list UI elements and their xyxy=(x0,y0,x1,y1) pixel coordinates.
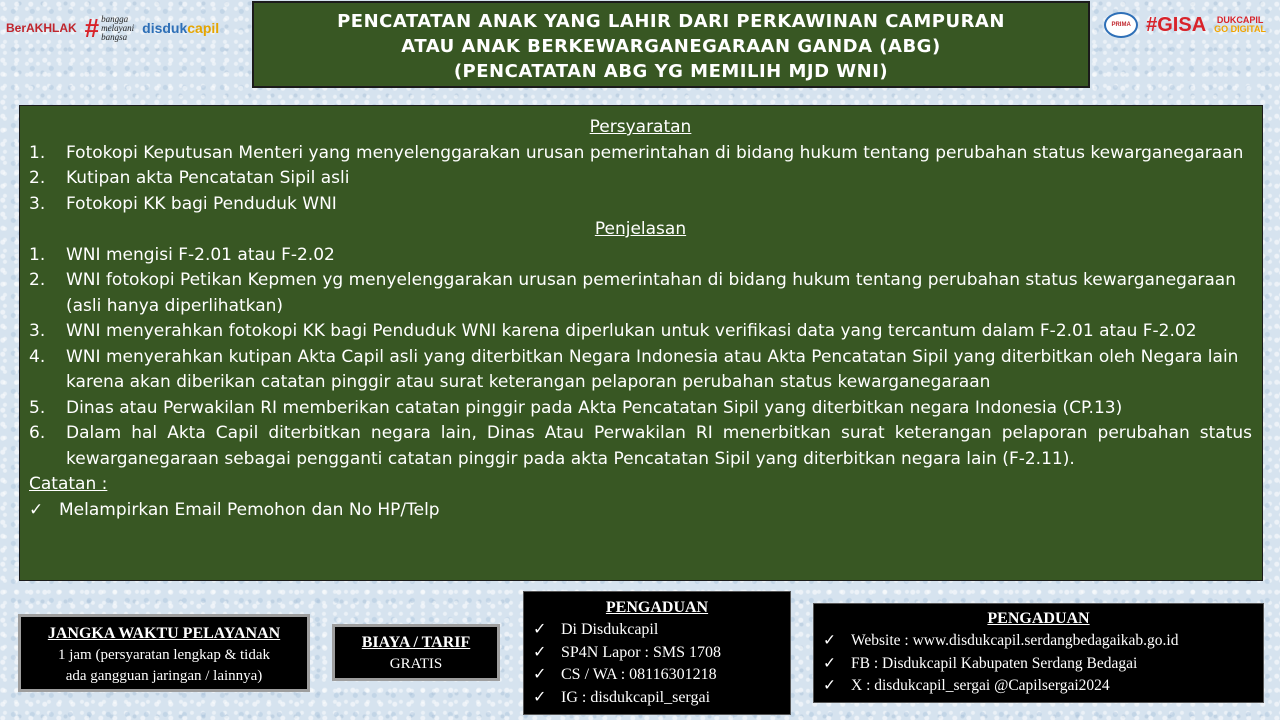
penjelasan-item: 3. WNI menyerahkan fotokopi KK bagi Penduduk WNI karena diperlukan untuk verifikasi data yang tercantum dalam F-2.01 atau F-2.02 xyxy=(29,321,1197,341)
service-duration-line-2: ada gangguan jaringan / lainnya) xyxy=(65,668,263,684)
complaint-item: ✓ CS / WA : 08116301218 xyxy=(524,664,790,687)
complaint-box-local xyxy=(523,591,791,715)
check-icon: ✓ xyxy=(533,688,547,706)
complaint-heading: PENGADUAN xyxy=(987,610,1090,627)
gisa-logo: #GISA xyxy=(1146,14,1207,36)
penjelasan-item: 2. WNI fotokopi Petikan Kepmen yg menyelenggarakan urusan pemerintahan di bidang hukum tentang perubahan status kewarganegaraan (asli hanya diperlihatkan) xyxy=(29,270,1236,316)
complaint-box-online xyxy=(813,603,1264,703)
check-icon: ✓ xyxy=(29,499,44,520)
bangga-melayani-bangsa-logo: # bangga melayani bangsa xyxy=(84,13,135,43)
title-line-3: (PENCATATAN ABG YG MEMILIH MJD WNI) xyxy=(453,61,889,82)
check-icon: ✓ xyxy=(823,632,836,649)
penjelasan-heading: Penjelasan xyxy=(594,219,687,239)
check-icon: ✓ xyxy=(823,654,836,672)
service-duration-line-1: 1 jam (persyaratan lengkap & tidak xyxy=(57,647,270,663)
page-title xyxy=(252,1,1090,88)
check-icon: ✓ xyxy=(823,677,836,694)
penjelasan-item: 1. WNI mengisi F-2.01 atau F-2.02 xyxy=(29,244,335,265)
berakhlak-logo: BerAKHLAK xyxy=(6,21,77,35)
fee-heading: BIAYA / TARIF xyxy=(361,634,471,651)
complaint-item-x: ✓ X : disdukcapil_sergai @Capilsergai2024 xyxy=(814,675,1263,698)
complaint-item-website: ✓ Website : www.disdukcapil.serdangbedagaikab.go.id xyxy=(814,630,1263,653)
penjelasan-item: 6. Dalam hal Akta Capil diterbitkan negara lain, Dinas Atau Perwakilan RI menerbitkan surat keterangan pelaporan perubahan status kewarganegaraan sebagai pengganti catatan pinggir pada akta Pencatatan Sipil yang diterbitkan negara lain (F-2.11). xyxy=(29,423,1252,469)
persyaratan-item: 3. Fotokopi KK bagi Penduduk WNI xyxy=(29,193,337,214)
persyaratan-heading: Persyaratan xyxy=(589,117,692,137)
header-logos-right xyxy=(1104,10,1266,40)
check-icon: ✓ xyxy=(533,666,547,683)
disdukcapil-logo: disdukcapil xyxy=(142,20,220,36)
complaint-heading: PENGADUAN xyxy=(605,599,709,616)
title-line-1: PENCATATAN ANAK YANG LAHIR DARI PERKAWINAN CAMPURAN xyxy=(337,11,1005,32)
requirements-panel xyxy=(19,105,1263,581)
penjelasan-item: 5. Dinas atau Perwakilan RI memberikan catatan pinggir pada Akta Pencatatan Sipil yang diterbitkan negara Indonesia (CP.13) xyxy=(29,397,1123,418)
catatan-item: ✓ Melampirkan Email Pemohon dan No HP/Telp xyxy=(29,498,1252,524)
complaint-item: ✓ Di Disdukcapil xyxy=(524,619,790,642)
service-duration-box xyxy=(18,614,310,692)
hash-icon: # xyxy=(84,13,100,43)
complaint-item: ✓ SP4N Lapor : SMS 1708 xyxy=(524,642,790,665)
penjelasan-item: 4. WNI menyerahkan kutipan Akta Capil asli yang diterbitkan Negara Indonesia atau Akta Pencatatan Sipil yang diterbitkan oleh Negara lain karena akan diberikan catatan pinggir atau surat keterangan pelaporan perubahan status kewarganegaraan xyxy=(29,346,1239,392)
check-icon: ✓ xyxy=(533,621,547,638)
complaint-item-facebook: ✓ FB : Disdukcapil Kabupaten Serdang Bedagai xyxy=(814,653,1263,676)
check-icon: ✓ xyxy=(533,643,547,661)
fee-value: GRATIS xyxy=(389,656,443,672)
header-logos-left xyxy=(6,10,219,46)
complaint-item: ✓ IG : disdukcapil_sergai xyxy=(524,687,790,710)
fee-box xyxy=(332,624,500,681)
catatan-heading: Catatan : xyxy=(29,474,108,494)
dukcapil-prima-logo: PRIMA xyxy=(1104,12,1138,38)
title-line-2: ATAU ANAK BERKEWARGANEGARAAN GANDA (ABG) xyxy=(401,36,941,57)
persyaratan-item: 2. Kutipan akta Pencatatan Sipil asli xyxy=(29,168,350,188)
service-duration-heading: JANGKA WAKTU PELAYANAN xyxy=(47,625,281,642)
persyaratan-item: 1. Fotokopi Keputusan Menteri yang menyelenggarakan urusan pemerintahan di bidang hukum tentang perubahan status kewarganegaraan xyxy=(29,142,1244,163)
dukcapil-go-digital-logo: DUKCAPIL GO DIGITAL xyxy=(1214,15,1266,34)
